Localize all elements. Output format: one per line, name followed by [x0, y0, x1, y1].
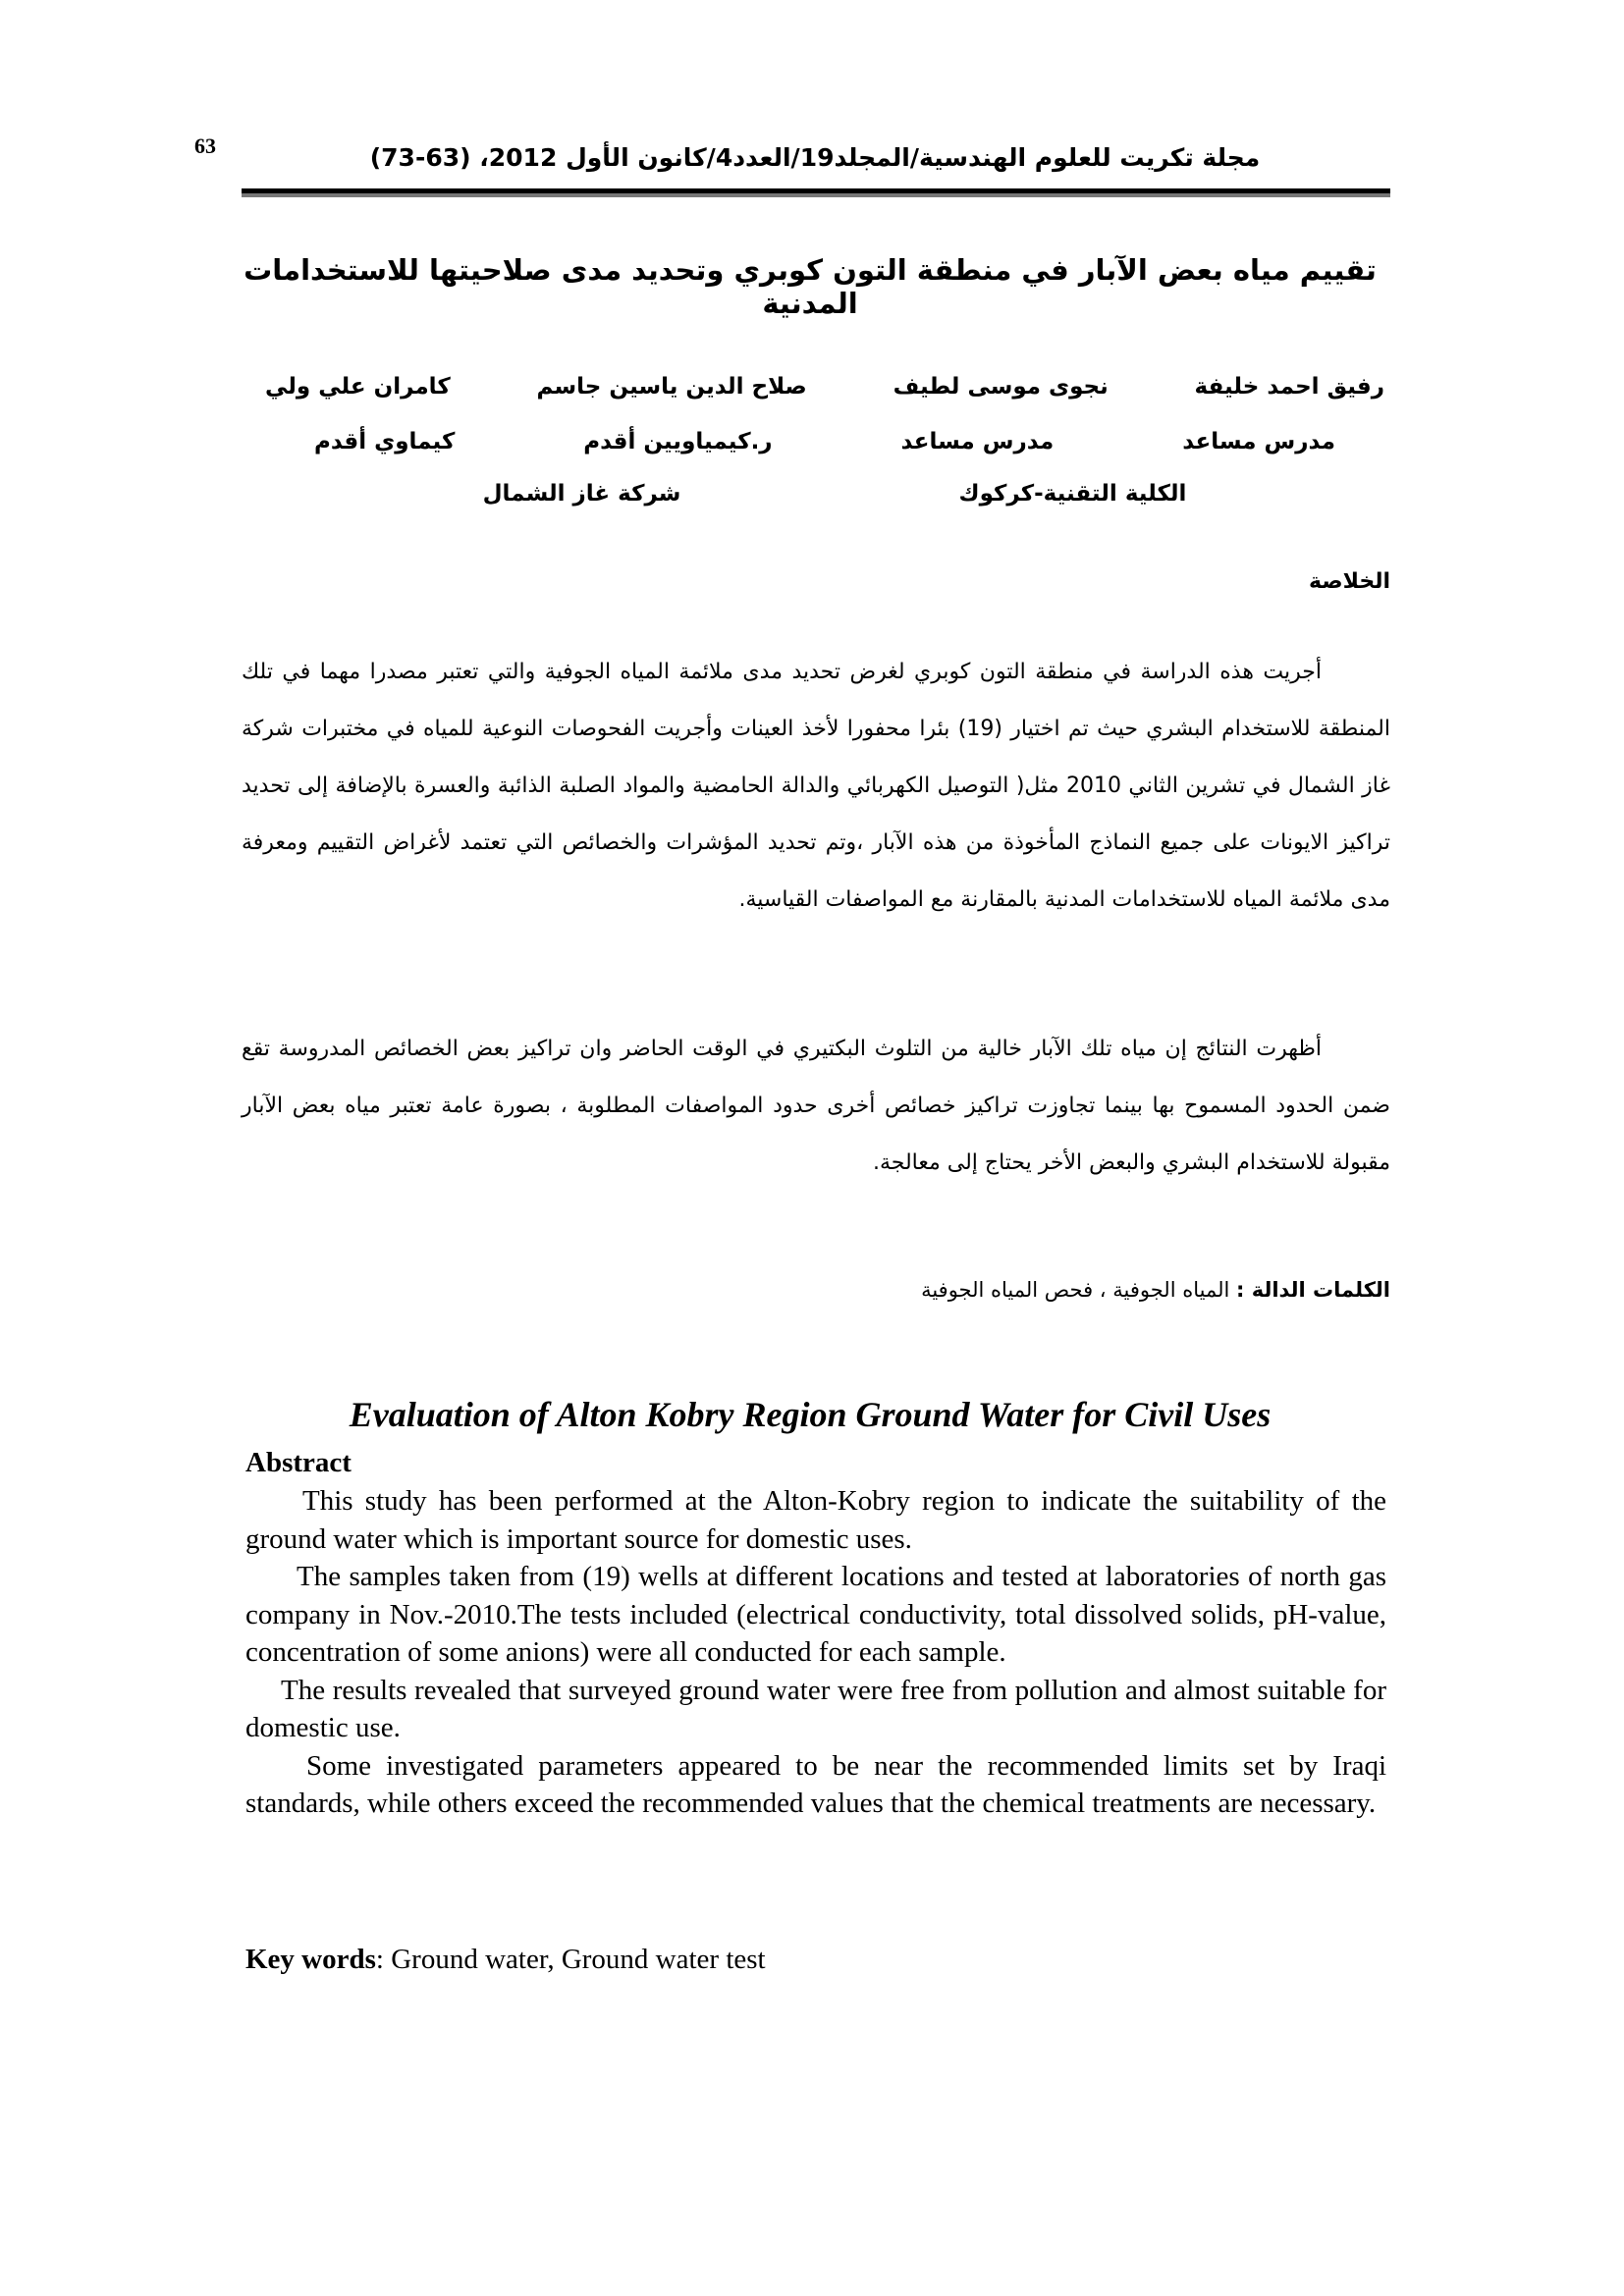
author-role: مدرس مساعد	[1182, 429, 1335, 454]
author-name: نجوى موسى لطيف	[893, 374, 1109, 400]
keywords-value: : Ground water, Ground water test	[375, 1944, 766, 1975]
english-abstract-body	[245, 1482, 1386, 1823]
abstract-paragraph: Some investigated parameters appeared to be near the recommended limits set by Iraqi standards, while others exceed the recommended values that the chemical treatments are necessary.	[245, 1749, 1386, 1819]
abstract-paragraph: The samples taken from (19) wells at different locations and tested at laboratories of north gas company in Nov.-2010.The tests included (electrical conductivity, total dissolved solids, pH-value, concentration of some anions) were all conducted for each sample.	[245, 1561, 1386, 1668]
author-name: صلاح الدين ياسين جاسم	[536, 374, 807, 400]
keywords-label: الكلمات الدالة :	[1236, 1278, 1390, 1302]
abstract-paragraph: The results revealed that surveyed ground water were free from pollution and almost suitable for domestic use.	[245, 1674, 1386, 1743]
author-names-row	[265, 359, 1384, 414]
english-abstract-heading: Abstract	[245, 1447, 352, 1478]
affiliation: الكلية التقنية-كركوك	[958, 481, 1187, 507]
author-role: كيماوي أقدم	[314, 429, 456, 454]
arabic-abstract-heading: الخلاصة	[1309, 569, 1390, 594]
paragraph-text: أجريت هذه الدراسة في منطقة التون كوبري لغرض تحديد مدى ملائمة المياه الجوفية والتي تعتبر مصدرا مهما في تلك المنطقة للاستخدام البشري حيث تم اختيار (19) بئرا محفورا لأخذ العينات وأجريت الفحوصات النوعية للمياه في مختبرات شركة غاز الشمال في تشرين الثاني 2010 مثل( التوصيل الكهربائي والدالة الحامضية والمواد الصلبة الذائبة والعسرة بالإضافة إلى تحديد تراكيز الايونات على جميع النماذج المأخوذة من هذه الآبار ،وتم تحديد المؤشرات والخصائص التي تعتمد لأغراض التقييم ومعرفة مدى ملائمة المياه للاستخدامات المدنية بالمقارنة مع المواصفات القياسية.	[242, 660, 1391, 912]
keywords-value: المياه الجوفية ، فحص المياه الجوفية	[921, 1278, 1236, 1302]
keywords-label: Key words	[245, 1944, 376, 1975]
affiliation: شركة غاز الشمال	[482, 481, 681, 507]
affiliations-row	[265, 469, 1384, 518]
arabic-abstract-paragraph-1	[242, 644, 1390, 929]
author-roles-row	[265, 414, 1384, 469]
arabic-title: تقييم مياه بعض الآبار في منطقة التون كوبري وتحديد مدى صلاحيتها للاستخدامات المدنية	[244, 253, 1377, 320]
author-name: رفيق احمد خليفة	[1194, 374, 1384, 400]
journal-running-header: مجلة تكريت للعلوم الهندسية/المجلد19/العدد4/كانون الأول 2012، (63-73)	[369, 143, 1261, 172]
abstract-paragraph: This study has been performed at the Alton-Kobry region to indicate the suitability of the ground water which is important source for domestic uses.	[245, 1485, 1386, 1555]
author-role: مدرس مساعد	[900, 429, 1055, 454]
author-name: كامران علي ولي	[265, 374, 451, 400]
arabic-keywords	[921, 1278, 1390, 1302]
author-block	[265, 359, 1384, 518]
header-rule-shadow	[242, 193, 1390, 197]
english-title: Evaluation of Alton Kobry Region Ground Water for Civil Uses	[349, 1395, 1272, 1434]
author-role: ر.كيمياويين أقدم	[583, 429, 773, 454]
page-number: 63	[194, 133, 216, 158]
english-keywords	[245, 1944, 766, 1976]
arabic-abstract-paragraph-2	[242, 1021, 1390, 1192]
paragraph-text: أظهرت النتائج إن مياه تلك الآبار خالية من التلوث البكتيري في الوقت الحاضر وان تراكيز بعض الخصائص المدروسة تقع ضمن الحدود المسموح بها بينما تجاوزت تراكيز خصائص أخرى حدود المواصفات المطلوبة ، بصورة عامة تعتبر مياه بعض الآبار مقبولة للاستخدام البشري والبعض الأخر يحتاج إلى معالجة.	[242, 1037, 1390, 1175]
